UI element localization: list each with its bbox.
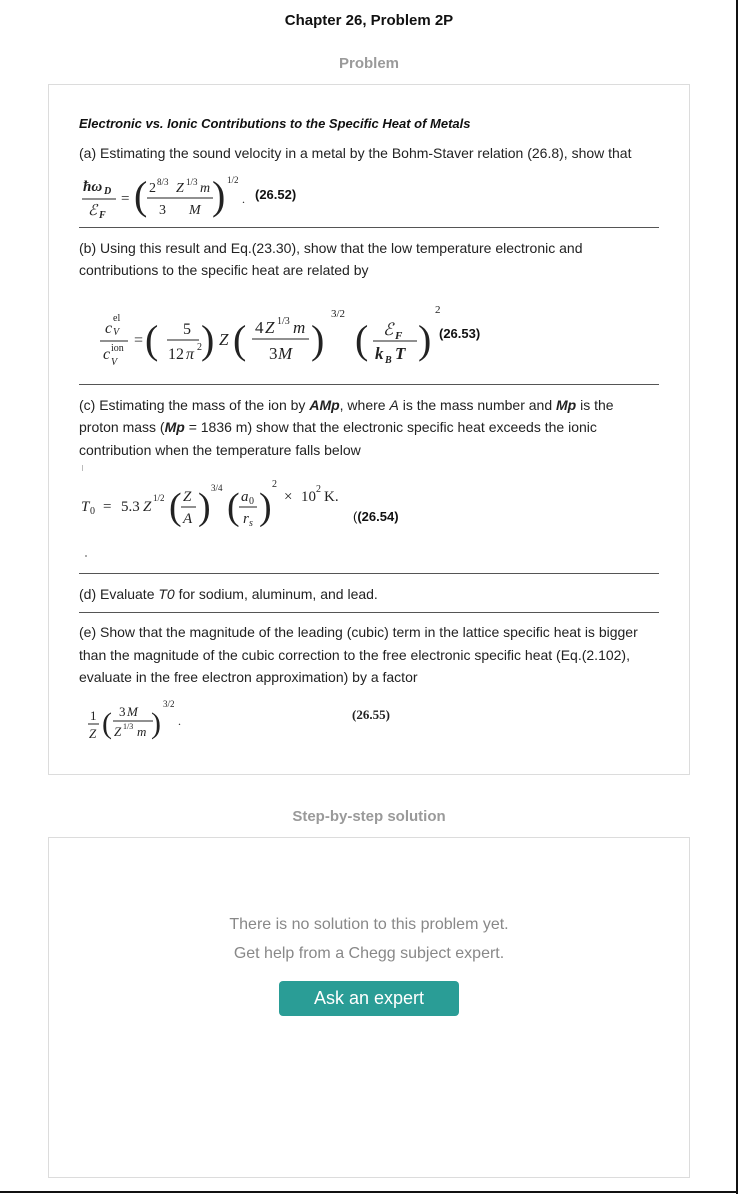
svg-text:T: T (395, 344, 406, 363)
eq-label-26-53: (26.53) (439, 326, 481, 341)
svg-text:Z: Z (265, 318, 275, 337)
svg-text:s: s (249, 518, 253, 527)
svg-text:8/3: 8/3 (157, 177, 169, 187)
eq-label-26-52: (26.52) (255, 187, 297, 202)
svg-text:(: ( (169, 486, 182, 527)
svg-text:T: T (81, 499, 90, 515)
svg-text:3/4: 3/4 (211, 483, 223, 493)
eq-label-26-55: (26.55) (352, 707, 390, 722)
problem-card (48, 84, 690, 775)
svg-text:r: r (243, 511, 249, 527)
svg-text:a: a (241, 489, 249, 505)
page-bottom-border (0, 1191, 738, 1193)
svg-text:m: m (200, 181, 211, 196)
part-c-text: proton mass ( (79, 419, 165, 435)
equation-26-52 (79, 169, 249, 221)
svg-text:=: = (103, 499, 112, 515)
svg-text:Z: Z (114, 724, 122, 739)
svg-text:.: . (242, 192, 245, 206)
eq-label-26-54: ((26.54) (353, 509, 399, 524)
svg-text:2: 2 (316, 484, 321, 495)
svg-text:): ) (212, 173, 226, 218)
svg-text:×: × (284, 489, 293, 505)
svg-text:1: 1 (90, 708, 97, 723)
svg-text:A: A (183, 511, 193, 527)
svg-text:el: el (113, 313, 121, 324)
separator (79, 384, 659, 385)
svg-text:3: 3 (119, 704, 126, 719)
equation-26-54 (79, 457, 379, 527)
svg-text:(: ( (145, 317, 159, 362)
equation-26-55 (85, 695, 205, 745)
svg-text:): ) (259, 486, 272, 527)
part-a-text: (a) Estimating the sound velocity in a metal by the Bohm-Staver relation (26.8), show that (79, 145, 632, 161)
part-e-line2: than the magnitude of the cubic correction to the free electronic specific heat (Eq.(2.102), (79, 647, 630, 663)
svg-text:0: 0 (249, 496, 254, 507)
part-c-text: (c) Estimating the mass of the ion by (79, 397, 310, 413)
svg-text:(: ( (227, 486, 240, 527)
svg-text:3: 3 (159, 203, 166, 218)
svg-text:Z: Z (176, 181, 184, 196)
svg-text:Z: Z (89, 726, 97, 741)
svg-text:.: . (178, 714, 181, 728)
svg-text:ion: ion (111, 343, 124, 354)
svg-text:M: M (189, 203, 201, 218)
svg-text:(: ( (102, 707, 112, 740)
part-d-text-a: (d) Evaluate (79, 586, 159, 602)
part-e-line3: evaluate in the free electron approximation) by a factor (79, 669, 418, 685)
part-e-line1: (e) Show that the magnitude of the leading (cubic) term in the lattice specific heat is bigger (79, 624, 638, 640)
chapter-title: Chapter 26, Problem 2P (284, 12, 454, 29)
svg-text:2: 2 (435, 304, 441, 316)
part-c-text: , where (339, 397, 390, 413)
svg-text:Z: Z (183, 489, 192, 505)
svg-text:4: 4 (255, 318, 264, 337)
svg-text:1/2: 1/2 (227, 175, 239, 185)
symbol-Mp: Mp (556, 397, 577, 413)
svg-text:2: 2 (197, 342, 202, 353)
part-c-line1 (79, 394, 614, 417)
symbol-AMp: AMp (309, 397, 340, 413)
svg-text:3: 3 (269, 344, 278, 363)
solution-card (48, 837, 690, 1178)
svg-text:12: 12 (168, 346, 184, 363)
svg-text:5: 5 (183, 321, 191, 338)
part-c-text: is the mass number and (398, 397, 556, 413)
svg-text:ℰ: ℰ (383, 320, 394, 339)
expert-help-message: Get help from a Chegg subject expert. (233, 945, 505, 962)
svg-text:m: m (293, 318, 306, 337)
svg-text:B: B (385, 355, 392, 366)
eq-label-26-54-text: (26.54) (357, 509, 399, 524)
svg-text:1/3: 1/3 (277, 316, 290, 327)
svg-text:): ) (311, 317, 325, 362)
svg-text:3/2: 3/2 (163, 699, 175, 709)
svg-text:m: m (137, 724, 147, 739)
part-c-text: is the (576, 397, 614, 413)
svg-text:k: k (375, 344, 384, 363)
separator (79, 573, 659, 574)
svg-text:1/2: 1/2 (153, 493, 165, 503)
part-b-line1: (b) Using this result and Eq.(23.30), show that the low temperature electronic and (79, 240, 583, 256)
svg-text:): ) (418, 317, 432, 362)
part-c-line2 (79, 416, 597, 439)
no-solution-message: There is no solution to this problem yet. (229, 916, 509, 933)
svg-text:Z: Z (219, 330, 229, 349)
part-b-line2: contributions to the specific heat are related by (79, 262, 369, 278)
svg-text:Z: Z (143, 499, 152, 515)
svg-text:2: 2 (272, 479, 277, 490)
part-c-text: = 1836 m) show that the electronic specific heat exceeds the ionic (184, 419, 597, 435)
svg-text:): ) (201, 317, 215, 362)
svg-text:): ) (151, 707, 161, 740)
solution-heading: Step-by-step solution (292, 808, 446, 825)
separator (79, 227, 659, 228)
svg-text:10: 10 (301, 489, 316, 505)
svg-text:ħω: ħω (83, 179, 103, 195)
svg-text:1/3: 1/3 (186, 177, 198, 187)
part-c-line3: contribution when the temperature falls below (79, 442, 361, 458)
svg-text:K.: K. (324, 489, 339, 505)
svg-text:c: c (105, 320, 113, 337)
svg-text:ℰ: ℰ (88, 203, 98, 219)
svg-text:V: V (111, 357, 118, 368)
svg-text:(: ( (355, 317, 369, 362)
svg-text:(: ( (233, 317, 247, 362)
part-d-text (79, 583, 378, 606)
svg-text:V: V (113, 327, 120, 338)
svg-text:F: F (99, 210, 106, 221)
svg-text:π: π (186, 346, 195, 363)
symbol-Mp: Mp (164, 419, 185, 435)
problem-title: Electronic vs. Ionic Contributions to the Specific Heat of Metals (79, 116, 471, 131)
svg-text:F: F (395, 330, 403, 342)
svg-text:): ) (198, 486, 211, 527)
svg-text:2: 2 (149, 181, 156, 196)
ask-expert-button[interactable]: Ask an expert (279, 981, 459, 1016)
svg-text:=: = (121, 191, 130, 207)
problem-heading: Problem (338, 55, 399, 72)
part-d-text-b: for sodium, aluminum, and lead. (174, 586, 378, 602)
symbol-A: A (389, 397, 399, 413)
separator (79, 612, 659, 613)
svg-text:M: M (278, 344, 293, 363)
equation-26-53 (95, 285, 445, 375)
svg-text:1/3: 1/3 (123, 722, 134, 731)
svg-text:5.3: 5.3 (121, 499, 140, 515)
symbol-T0: T0 (158, 586, 175, 602)
stray-dot (85, 555, 87, 557)
svg-text:c: c (103, 346, 111, 363)
svg-text:(: ( (134, 173, 148, 218)
svg-text:M: M (127, 704, 138, 719)
svg-text:3/2: 3/2 (331, 308, 346, 320)
svg-text:D: D (104, 186, 112, 197)
svg-text:=: = (134, 332, 144, 349)
svg-text:0: 0 (90, 506, 95, 517)
